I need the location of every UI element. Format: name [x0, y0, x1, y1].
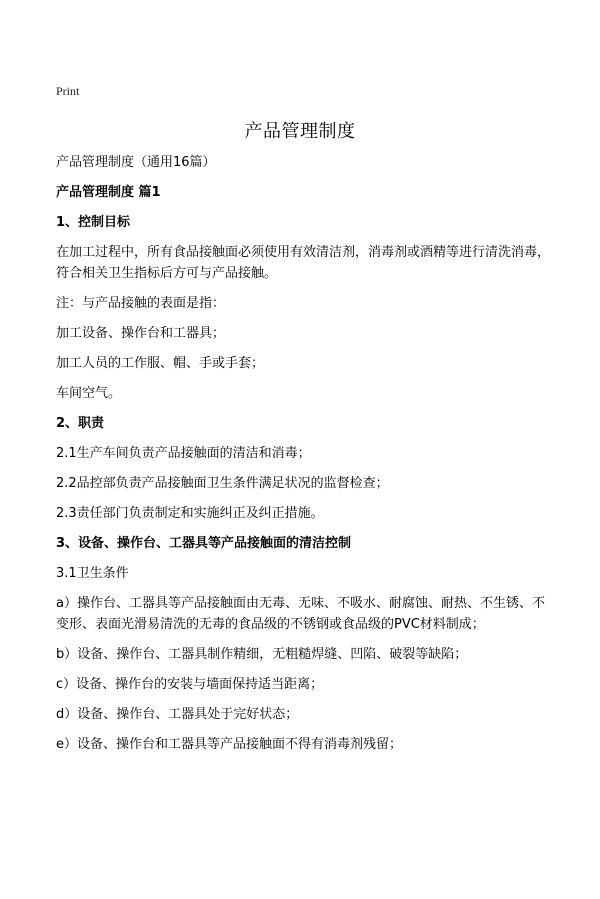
paragraph-item-c: c）设备、操作台的安装与墙面保持适当距离；: [56, 677, 324, 692]
subtitle-paragraph: 产品管理制度（通用16篇）: [56, 155, 216, 170]
paragraph-hygiene-conditions: 3.1卫生条件: [56, 566, 129, 581]
paragraph-workwear: 加工人员的工作服、帽、手或手套；: [56, 356, 265, 371]
section-heading-control-goal: 1、控制目标: [56, 215, 131, 230]
paragraph-item-b: b）设备、操作台、工器具制作精细，无粗糙焊缝、凹陷、破裂等缺陷；: [56, 647, 468, 662]
print-label: Print: [56, 84, 80, 98]
paragraph-item-e: e）设备、操作台和工器具等产品接触面不得有消毒剂残留；: [56, 737, 402, 752]
paragraph-item-d: d）设备、操作台、工器具处于完好状态；: [56, 707, 299, 722]
section-heading-article-1: 产品管理制度 篇1: [56, 185, 161, 200]
document-title: 产品管理制度: [244, 121, 356, 142]
document-body: [56, 152, 556, 764]
paragraph-air: 车间空气。: [56, 386, 122, 401]
paragraph-control-goal: 在加工过程中，所有食品接触面必须使用有效清洁剂，消毒剂或酒精等进行清洗消毒，符合相关卫生指标后方可与产品接触。: [56, 245, 551, 281]
paragraph-duty-2-3: 2.3责任部门负责制定和实施纠正及纠正措施。: [56, 506, 324, 521]
section-heading-cleaning-control: 3、设备、操作台、工器具等产品接触面的清洁控制: [56, 536, 352, 551]
section-heading-duties: 2、职责: [56, 416, 105, 431]
paragraph-item-a: a）操作台、工器具等产品接触面由无毒、无味、不吸水、耐腐蚀、耐热、不生锈、不变形、表面光滑易清洗的无毒的食品级的不锈钢或食品级的PVC材料制成；: [56, 596, 545, 632]
paragraph-equipment: 加工设备、操作台和工器具；: [56, 326, 226, 341]
paragraph-duty-2-1: 2.1生产车间负责产品接触面的清洁和消毒；: [56, 446, 311, 461]
paragraph-duty-2-2: 2.2品控部负责产品接触面卫生条件满足状况的监督检查；: [56, 476, 389, 491]
paragraph-note: 注：与产品接触的表面是指：: [56, 296, 226, 311]
